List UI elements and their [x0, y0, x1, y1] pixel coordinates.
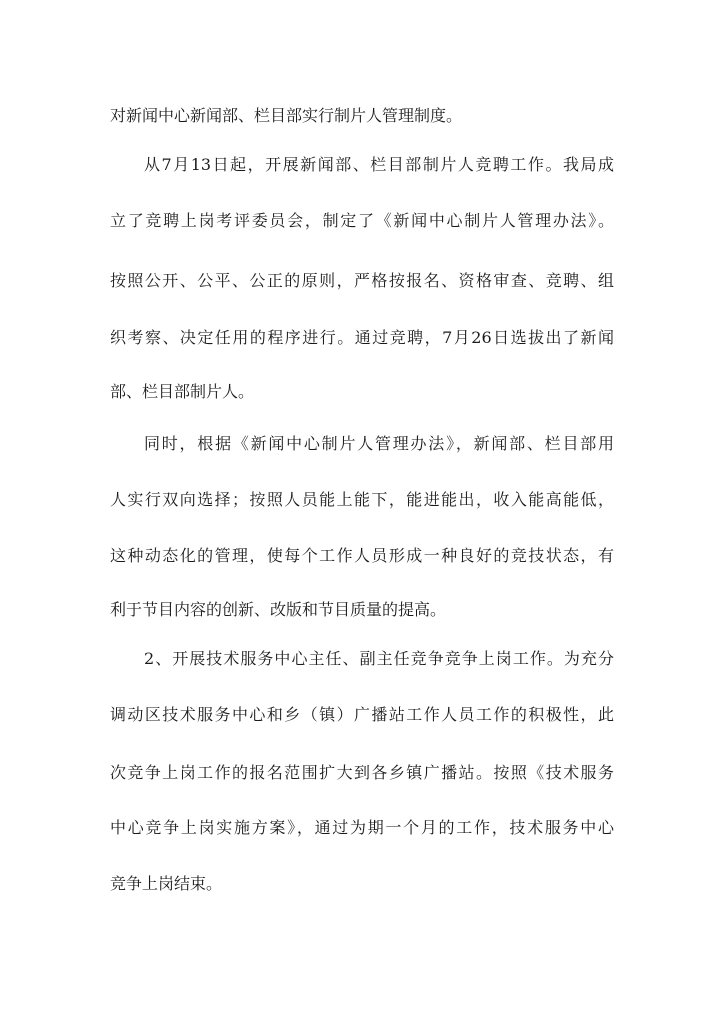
paragraph-2-line-3: 按照公开、公平、公正的原则，严格按报名、资格审查、竞聘、组	[110, 271, 614, 290]
paragraph-2-line-4: 织考察、决定任用的程序进行。通过竞聘，7月26日选拔出了新闻	[110, 328, 614, 347]
paragraph-2-line-2: 立了竞聘上岗考评委员会，制定了《新闻中心制片人管理办法》。	[110, 211, 614, 230]
paragraph-4-line-4: 中心竞争上岗实施方案》，通过为期一个月的工作，技术服务中心	[110, 818, 614, 837]
paragraph-1-line-1: 对新闻中心新闻部、栏目部实行制片人管理制度。	[110, 106, 463, 125]
paragraph-4-line-2: 调动区技术服务中心和乡（镇）广播站工作人员工作的积极性，此	[110, 705, 614, 724]
paragraph-2-line-1: 从7月13日起，开展新闻部、栏目部制片人竞聘工作。我局成	[144, 155, 614, 174]
paragraph-4-line-1: 2、开展技术服务中心主任、副主任竞争竞争上岗工作。为充分	[144, 649, 614, 668]
paragraph-4-line-5: 竞争上岗结束。	[110, 874, 223, 893]
paragraph-3-line-2: 人实行双向选择；按照人员能上能下，能进能出，收入能高能低，	[110, 490, 614, 509]
paragraph-3-line-3: 这种动态化的管理，使每个工作人员形成一种良好的竞技状态，有	[110, 546, 614, 565]
paragraph-4-line-3: 次竞争上岗工作的报名范围扩大到各乡镇广播站。按照《技术服务	[110, 763, 614, 782]
paragraph-3-line-4: 利于节目内容的创新、改版和节目质量的提高。	[110, 600, 447, 619]
paragraph-2-line-5: 部、栏目部制片人。	[110, 382, 255, 401]
paragraph-3-line-1: 同时，根据《新闻中心制片人管理办法》，新闻部、栏目部用	[144, 434, 614, 453]
